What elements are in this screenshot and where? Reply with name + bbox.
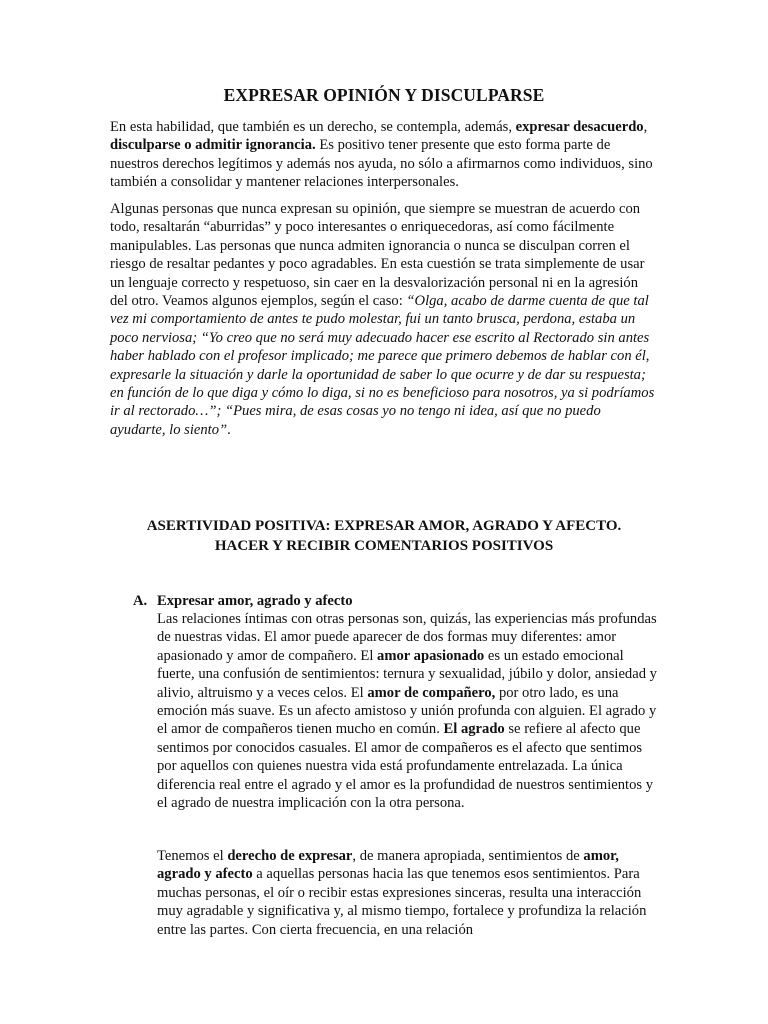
paragraph-love-types [157, 610, 659, 812]
paragraph-text: , de manera apropiada, sentimientos de [352, 848, 584, 864]
page-title: EXPRESAR OPINIÓN Y DISCULPARSE [223, 85, 545, 105]
bold-phrase: El agrado [443, 721, 505, 738]
bold-phrase: amor de compañero, [367, 684, 496, 701]
paragraph-examples [110, 200, 658, 439]
paragraph-right-to-express [157, 847, 659, 939]
bold-phrase: amor apasionado [377, 647, 485, 664]
paragraph-text: Algunas personas que nunca expresan su opinión, que siempre se muestran de acuerdo con todo, resaltarán “aburridas” y poco interesantes o enriquecedoras, así como fácilmente manipulables. Las personas que nunca admiten ignorancia o nunca se disculpan corren el riesgo de resaltar pedantes y poco agradables. En esta cuestión se trata simplemente de usar un lenguaje correcto y respetuoso, sin caer en la desvalorización personal ni en la agresión del otro. Veamos algunos ejemplos, según el caso: [110, 201, 645, 310]
paragraph-text: se refiere al afecto que sentimos por conocidos casuales. El amor de compañeros es el afecto que sentimos por aquellos con quienes nuestra vida está profundamente entrelazada. La única diferencia real entre el agrado y el amor es la profundidad de nuestros sentimientos y el agrado de nuestra implicación con la otra persona. [157, 721, 654, 812]
bold-phrase: disculparse o admitir ignorancia. [110, 137, 316, 154]
paragraph-text: En esta habilidad, que también es un derecho, se contempla, además, [110, 119, 516, 135]
paragraph-text: a aquellas personas hacia las que tenemos esos sentimientos. Para muchas personas, el oír o recibir estas expresiones sinceras, resulta una interacción muy agradable y significativa y, al mismo tiempo, fortalece y profundiza la relación entre las partes. Con cierta frecuencia, en una relación [157, 866, 647, 938]
bold-phrase: expresar desacuerdo [515, 119, 644, 135]
paragraph-text: Las relaciones íntimas con otras personas son, quizás, las experiencias más profundas de nuestras vidas. El amor puede aparecer de dos formas muy diferentes: amor apasionado y amor de compañero. El [157, 611, 657, 664]
list-item-marker: A. [133, 593, 148, 609]
paragraph-text: Es positivo tener presente que esto forma parte de nuestros derechos legítimos y además nos ayuda, no sólo a afirmarnos como individuos, sino también a consolidar y mantener relaciones interpersonales. [110, 137, 653, 191]
bold-phrase: derecho de expresar [227, 848, 353, 864]
paragraph-text: es un estado emocional fuerte, una confusión de sentimientos: ternura y sexualidad, júbilo y dolor, ansiedad y alivio, altruismo y a veces celos. El [157, 647, 657, 701]
paragraph-text: por otro lado, es una emoción más suave. Es un afecto amistoso y unión profunda con alguien. El agrado y el amor de compañeros tienen mucho en común. [157, 684, 657, 738]
list-item-title: Expresar amor, agrado y afecto [157, 593, 353, 609]
italic-examples: “Olga, acabo de darme cuenta de que tal vez mi comportamiento de antes te pudo molestar, fui un tanto brusca, perdona, estaba un poco nerviosa; “Yo creo que no será muy adecuado hacer ese escrito al Rectorado sin antes haber hablado con el profesor implicado; me parece que primero debemos de hablar con él, expresarle la situación y darle la oportunidad de saber lo que ocurre y de dar su respuesta; en función de lo que diga y cómo lo diga, si no es beneficioso para nosotros, ya si podríamos ir al rectorado…”; “Pues mira, de esas cosas yo no tengo ni idea, así que no puedo ayudarte, lo siento” [110, 293, 655, 438]
section-heading-line1: ASERTIVIDAD POSITIVA: EXPRESAR AMOR, AGRADO Y AFECTO. [146, 518, 622, 534]
paragraph-text: , [643, 119, 648, 135]
paragraph-text: . [227, 421, 231, 438]
section-heading-line2: HACER Y RECIBIR COMENTARIOS POSITIVOS [214, 538, 554, 554]
paragraph-text: Tenemos el [157, 848, 228, 864]
bold-phrase: amor, agrado y afecto [157, 848, 619, 883]
paragraph-intro [110, 118, 658, 192]
